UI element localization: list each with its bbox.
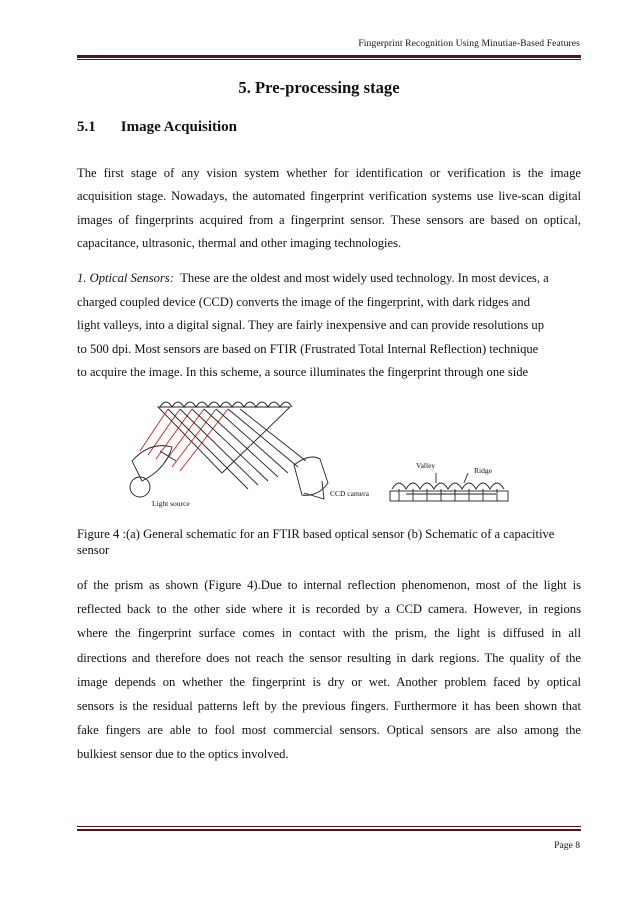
- chapter-title-text: Pre-processing stage: [255, 78, 400, 97]
- page-number: Page 8: [554, 840, 580, 851]
- paragraph-line: bulkiest sensor due to the optics involved.: [77, 747, 289, 762]
- paragraph-text: These are the oldest and most widely used technology. In most devices, a: [180, 271, 549, 285]
- caption-line: sensor: [77, 542, 110, 557]
- figure-ftir-schematic: [118, 393, 528, 513]
- paragraph-line: acquisition stage. Nowadays, the automated fingerprint verification systems use live-scan digital: [77, 189, 581, 204]
- optical-sensors-label: 1. Optical Sensors:: [77, 271, 174, 285]
- footer-rule: [77, 826, 581, 831]
- paragraph-line: reflected back to the other side where it is recorded by a CCD camera. However, in regions: [77, 602, 581, 617]
- section-number: 5.1: [77, 119, 96, 135]
- light-source-lens: [132, 446, 172, 481]
- caption-line: Figure 4 :(a) General schematic for an FTIR based optical sensor (b) Schematic of a capacitive: [77, 527, 555, 541]
- paragraph-line: images of fingerprints acquired from a fingerprint sensor. These sensors are based on optical,: [77, 212, 581, 227]
- sensor-plate: [390, 491, 508, 501]
- paragraph-line: charged coupled device (CCD) converts the image of the fingerprint, with dark ridges and: [77, 294, 530, 309]
- fingerprint-ridges: [160, 402, 292, 407]
- ftir-optical-diagram: [130, 402, 328, 499]
- paragraph-line: image depends on whether the fingerprint is dry or wet. Another problem faced by optical: [77, 674, 581, 689]
- ridge-label: Ridge: [474, 466, 492, 475]
- capacitive-sensor-diagram: [390, 473, 508, 501]
- paragraph-line: [77, 267, 581, 291]
- paragraph-line: where the fingerprint surface comes in contact with the prism, the light is diffused in all: [77, 626, 581, 641]
- light-source-icon: [130, 477, 150, 497]
- paragraph-line: to acquire the image. In this scheme, a source illuminates the fingerprint through one side: [77, 365, 529, 380]
- paragraph-line: of the prism as shown (Figure 4).Due to internal reflection phenomenon, most of the light is: [77, 578, 581, 592]
- paragraph-line: sensors is the residual patterns left by the previous fingers. Furthermore it has been shown that: [77, 699, 581, 714]
- ccd-camera-label: CCD camera: [330, 489, 369, 498]
- prism: [158, 407, 290, 473]
- ridge-pointer: [464, 473, 468, 483]
- paragraph-optical-sensors: [77, 267, 581, 385]
- paragraph-line: directions and therefore does not reach the sensor resulting in dark regions. The quality of the: [77, 650, 581, 665]
- paragraph-optical-continued: [77, 573, 581, 767]
- light-source-label: Light source: [152, 499, 190, 508]
- paragraph-line: The first stage of any vision system whether for identification or verification is the image: [77, 166, 581, 180]
- section-title: Image Acquisition: [120, 119, 238, 135]
- paragraph-line: to 500 dpi. Most sensors are based on FTIR (Frustrated Total Internal Reflection) technique: [77, 341, 539, 356]
- paragraph-line: capacitance, ultrasonic, thermal and other imaging technologies.: [77, 236, 402, 251]
- header-rule: [77, 55, 581, 60]
- running-header: Fingerprint Recognition Using Minutiae-Based Features: [358, 38, 580, 49]
- paragraph-intro: [77, 162, 581, 256]
- paragraph-line: fake fingers are able to fool most commercial sensors. Optical sensors are also among the: [77, 723, 581, 738]
- paragraph-line: light valleys, into a digital signal. They are fairly inexpensive and can provide resolutions up: [77, 318, 545, 333]
- section-heading: [77, 119, 237, 136]
- figure-caption: [77, 527, 581, 558]
- finger-surface: [392, 483, 504, 489]
- figure-drawing: [118, 393, 528, 513]
- chapter-title: [0, 78, 638, 98]
- incident-rays: [140, 409, 228, 471]
- reflected-rays: [168, 409, 306, 489]
- valley-label: Valley: [416, 461, 436, 470]
- chapter-number: 5.: [238, 78, 251, 97]
